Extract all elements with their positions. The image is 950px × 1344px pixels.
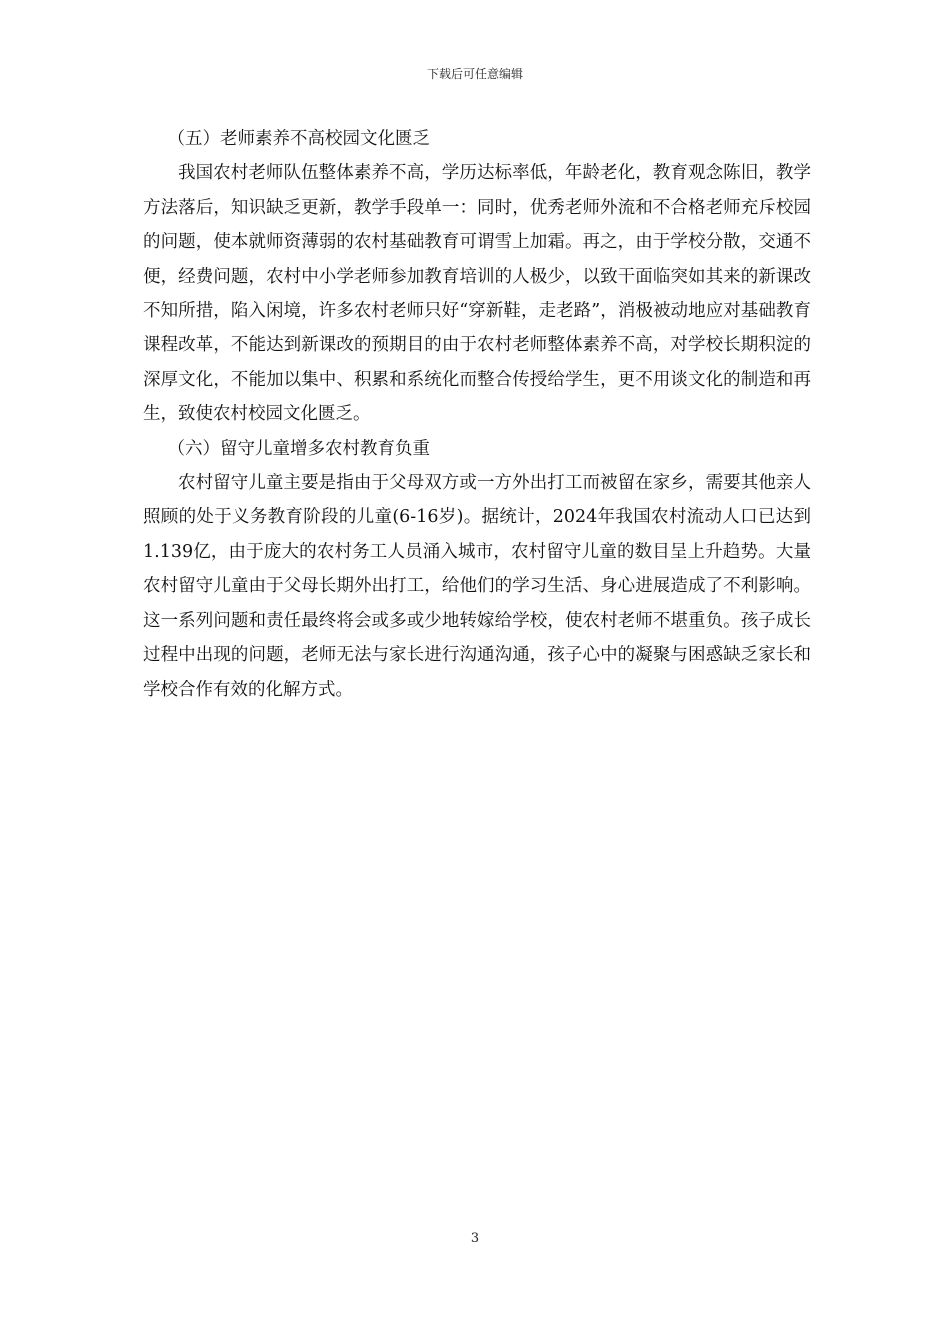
section-heading-6: （六）留守儿童增多农村教育负重 bbox=[167, 438, 430, 459]
document-body bbox=[143, 122, 811, 707]
page-number: 3 bbox=[470, 1231, 480, 1246]
section-paragraph-5: 我国农村老师队伍整体素养不高，学历达标率低，年龄老化，教育观念陈旧，教学方法落后，知识缺乏更新，教学手段单一：同时，优秀老师外流和不合格老师充斥校园的问题，使本就师资薄弱的农村基础教育可谓雪上加霜。再之，由于学校分散，交通不便，经费问题，农村中小学老师参加教育培训的人极少，以致干面临突如其来的新课改不知所措，陷入闲境，许多农村老师只好“穿新鞋，走老路”，消极被动地应对基础教育课程改革，不能达到新课改的预期目的由于农村老师整体素养不高，对学校长期积淀的深厚文化，不能加以集中、积累和系统化而整合传授给学生，更不用谈文化的制造和再生，致使农村校园文化匮乏。 bbox=[143, 163, 811, 425]
section-paragraph-6: 农村留守儿童主要是指由于父母双方或一方外出打工而被留在家乡，需要其他亲人照顾的处于义务教育阶段的儿童(6-16岁)。据统计，2024年我国农村流动人口已达到1.139亿，由于庞大的农村务工人员涌入城市，农村留守儿童的数目呈上升趋势。大量农村留守儿童由于父母长期外出打工，给他们的学习生活、身心进展造成了不利影响。这一系列问题和责任最终将会或多或少地转嫁给学校，使农村老师不堪重负。孩子成长过程中出现的问题，老师无法与家长进行沟通沟通，孩子心中的凝聚与困惑缺乏家长和学校合作有效的化解方式。 bbox=[143, 473, 811, 700]
page-header: 下载后可任意编辑 bbox=[426, 67, 523, 81]
section-heading-5: （五）老师素养不高校园文化匮乏 bbox=[167, 129, 430, 149]
